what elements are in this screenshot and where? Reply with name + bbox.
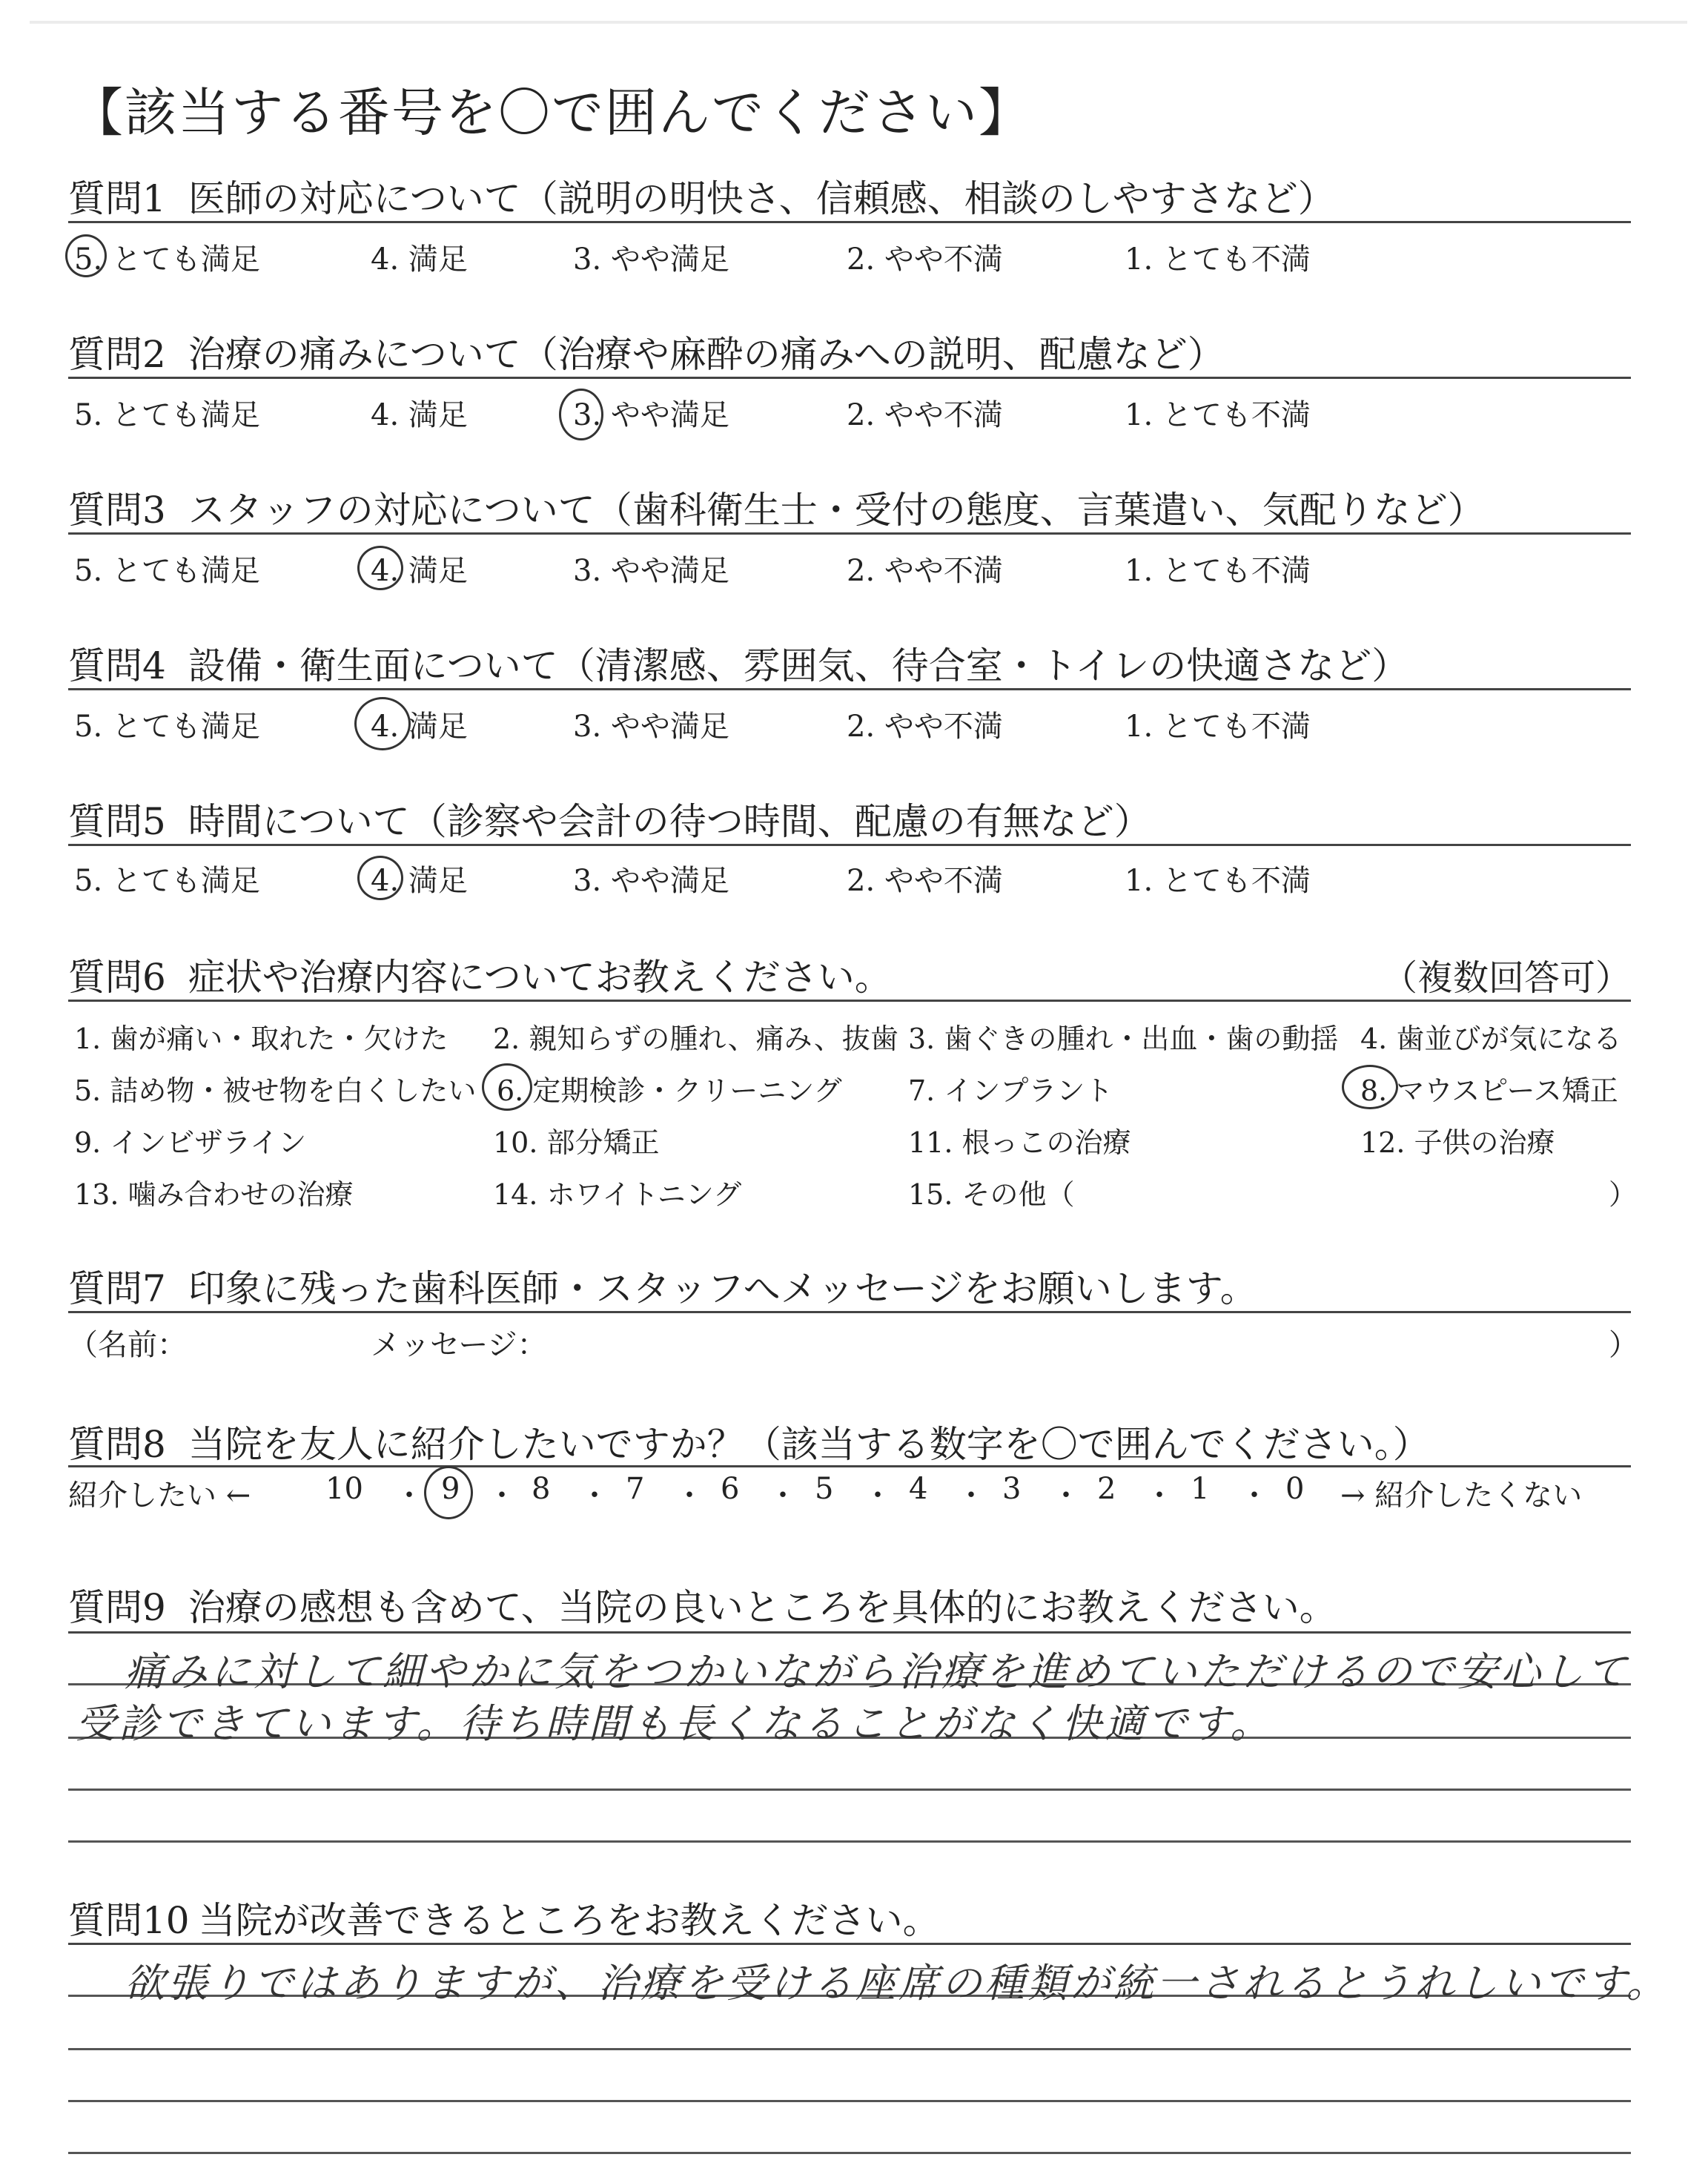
- selection-circle: [357, 546, 403, 590]
- question-6-title: [68, 948, 892, 1001]
- selection-circle: [354, 697, 411, 750]
- answer-line: [68, 1789, 1631, 1791]
- option-2[interactable]: 2. やや不満: [847, 864, 1003, 898]
- option-5[interactable]: 5. とても満足: [74, 398, 260, 432]
- selection-circle: [65, 234, 107, 277]
- question-5-title: [68, 792, 1151, 845]
- option-1[interactable]: 1. とても不満: [1125, 554, 1311, 588]
- question-text: 症状や治療内容についてお教えください。: [188, 956, 892, 999]
- q6-option-2[interactable]: 2. 親知らずの腫れ、痛み、抜歯: [493, 1023, 898, 1055]
- scale-0[interactable]: 0: [1285, 1472, 1305, 1506]
- selection-circle: [1342, 1065, 1398, 1109]
- q6-option-6[interactable]: 6. 定期検診・クリーニング: [497, 1074, 842, 1107]
- question-number: 質問6: [68, 956, 166, 999]
- scale-left-label: 紹介したい ←: [68, 1479, 251, 1513]
- q6-option-10[interactable]: 10. 部分矯正: [493, 1126, 660, 1159]
- question-text: 治療の痛みについて（治療や麻酔の痛みへの説明、配慮など）: [188, 333, 1225, 376]
- question-4-title: [68, 636, 1409, 690]
- question-8-title: [68, 1415, 1430, 1468]
- q6-option-8[interactable]: 8. マウスピース矯正: [1360, 1074, 1618, 1107]
- option-4[interactable]: 4. 満足: [371, 864, 468, 898]
- option-3[interactable]: 3. やや満足: [573, 242, 729, 277]
- question-text: 医師の対応について（説明の明快さ、信頼感、相談のしやすさなど）: [188, 177, 1335, 220]
- option-4[interactable]: 4. 満足: [371, 242, 468, 277]
- option-2[interactable]: 2. やや不満: [847, 398, 1003, 432]
- option-5[interactable]: 5. とても満足: [74, 710, 260, 744]
- question-7-rule: [68, 1311, 1631, 1313]
- question-text: 時間について（診察や会計の待つ時間、配慮の有無など）: [188, 800, 1151, 843]
- option-1[interactable]: 1. とても不満: [1125, 710, 1311, 744]
- question-text: 当院が改善できるところをお教えください。: [198, 1899, 940, 1942]
- handwritten-answer-line: 痛みに対して細やかに気をつかいながら治療を進めていただけるので安心して: [125, 1648, 1629, 1695]
- answer-line: [68, 2100, 1631, 2102]
- selection-circle: [424, 1466, 473, 1519]
- question-3-title: [68, 480, 1485, 534]
- question-3-rule: [68, 532, 1631, 535]
- scale-2[interactable]: 2: [1097, 1472, 1116, 1506]
- handwritten-answer-line: 欲張りではありますが、治療を受ける座席の種類が統一されるとうれしいです。: [125, 1960, 1669, 2007]
- scale-6[interactable]: 6: [721, 1472, 740, 1506]
- option-3[interactable]: 3. やや満足: [573, 554, 729, 588]
- question-number: 質問2: [68, 333, 166, 376]
- question-4-rule: [68, 688, 1631, 690]
- selection-circle: [482, 1063, 532, 1111]
- q6-option-11[interactable]: 11. 根っこの治療: [908, 1126, 1131, 1159]
- question-number: 質問8: [68, 1423, 166, 1466]
- option-1[interactable]: 1. とても不満: [1125, 864, 1311, 898]
- question-number: 質問10: [68, 1899, 190, 1942]
- question-5-rule: [68, 844, 1631, 846]
- scale-4[interactable]: 4: [909, 1472, 928, 1506]
- answer-line: [68, 2152, 1631, 2154]
- question-number: 質問1: [68, 177, 166, 220]
- question-8-rule: [68, 1465, 1631, 1467]
- q6-option-5[interactable]: 5. 詰め物・被せ物を白くしたい: [74, 1074, 477, 1107]
- answer-line: [68, 1840, 1631, 1843]
- answer-line: [68, 2048, 1631, 2050]
- q6-option-15[interactable]: 15. その他（: [908, 1178, 1075, 1211]
- scale-1[interactable]: 1: [1191, 1472, 1210, 1506]
- question-text: スタッフの対応について（歯科衛生士・受付の態度、言葉遣い、気配りなど）: [188, 489, 1485, 532]
- question-6-rule: [68, 1000, 1631, 1002]
- question-number: 質問5: [68, 800, 166, 843]
- option-1[interactable]: 1. とても不満: [1125, 242, 1311, 277]
- handwritten-answer-line: 受診できています。待ち時間も長くなることがなく快適です。: [76, 1700, 1274, 1747]
- question-text: 治療の感想も含めて、当院の良いところを具体的にお教えください。: [188, 1586, 1337, 1629]
- q6-option-4[interactable]: 4. 歯並びが気になる: [1360, 1023, 1622, 1055]
- message-label: メッセージ：: [371, 1328, 547, 1362]
- page-top-edge: [30, 21, 1687, 24]
- question-10-title: [68, 1891, 940, 1944]
- q6-option-1[interactable]: 1. 歯が痛い・取れた・欠けた: [74, 1023, 448, 1055]
- message-close-paren: ）: [1609, 1328, 1638, 1362]
- q6-other-close-paren: ）: [1609, 1178, 1638, 1211]
- option-3[interactable]: 3. やや満足: [573, 398, 729, 432]
- question-1-rule: [68, 221, 1631, 223]
- q6-option-13[interactable]: 13. 噛み合わせの治療: [74, 1178, 354, 1211]
- question-number: 質問9: [68, 1586, 166, 1629]
- scale-7[interactable]: 7: [626, 1472, 645, 1506]
- question-text: 設備・衛生面について（清潔感、雰囲気、待合室・トイレの快適さなど）: [188, 644, 1409, 687]
- option-5[interactable]: 5. とても満足: [74, 864, 260, 898]
- q6-option-12[interactable]: 12. 子供の治療: [1360, 1126, 1555, 1159]
- question-9-title: [68, 1578, 1337, 1631]
- option-5[interactable]: 5. とても満足: [74, 242, 260, 277]
- question-7-title: [68, 1259, 1257, 1312]
- option-2[interactable]: 2. やや不満: [847, 710, 1003, 744]
- question-number: 質問4: [68, 644, 166, 687]
- option-5[interactable]: 5. とても満足: [74, 554, 260, 588]
- option-4[interactable]: 4. 満足: [371, 554, 468, 588]
- page-heading: 【該当する番号を〇で囲んでください】: [71, 82, 1032, 143]
- selection-circle: [559, 389, 603, 440]
- q6-option-3[interactable]: 3. 歯ぐきの腫れ・出血・歯の動揺: [908, 1023, 1339, 1055]
- option-3[interactable]: 3. やや満足: [573, 710, 729, 744]
- q6-option-14[interactable]: 14. ホワイトニング: [493, 1178, 742, 1211]
- option-4[interactable]: 4. 満足: [371, 710, 468, 744]
- scale-10[interactable]: 10: [325, 1472, 363, 1506]
- scale-3[interactable]: 3: [1002, 1472, 1022, 1506]
- q6-option-9[interactable]: 9. インビザライン: [74, 1126, 307, 1159]
- question-text: 当院を友人に紹介したいですか？（該当する数字を〇で囲んでください。）: [188, 1423, 1430, 1466]
- scale-9[interactable]: 9: [441, 1472, 460, 1506]
- answer-line: [68, 1943, 1631, 1945]
- scale-right-label: → 紹介したくない: [1340, 1479, 1583, 1513]
- scale-8[interactable]: 8: [532, 1472, 551, 1506]
- selection-circle: [357, 856, 403, 900]
- multiple-answers-note: （複数回答可）: [1381, 957, 1631, 999]
- question-number: 質問7: [68, 1267, 166, 1310]
- question-2-rule: [68, 377, 1631, 379]
- option-3[interactable]: 3. やや満足: [573, 864, 729, 898]
- question-number: 質問3: [68, 489, 166, 532]
- name-label: （名前：: [68, 1328, 187, 1362]
- question-1-title: [68, 169, 1335, 222]
- scale-5[interactable]: 5: [815, 1472, 834, 1506]
- answer-line: [68, 1631, 1631, 1634]
- q6-option-7[interactable]: 7. インプラント: [908, 1074, 1113, 1107]
- option-4[interactable]: 4. 満足: [371, 398, 468, 432]
- option-2[interactable]: 2. やや不満: [847, 242, 1003, 277]
- question-text: 印象に残った歯科医師・スタッフへメッセージをお願いします。: [188, 1267, 1257, 1310]
- question-2-title: [68, 325, 1225, 378]
- option-2[interactable]: 2. やや不満: [847, 554, 1003, 588]
- option-1[interactable]: 1. とても不満: [1125, 398, 1311, 432]
